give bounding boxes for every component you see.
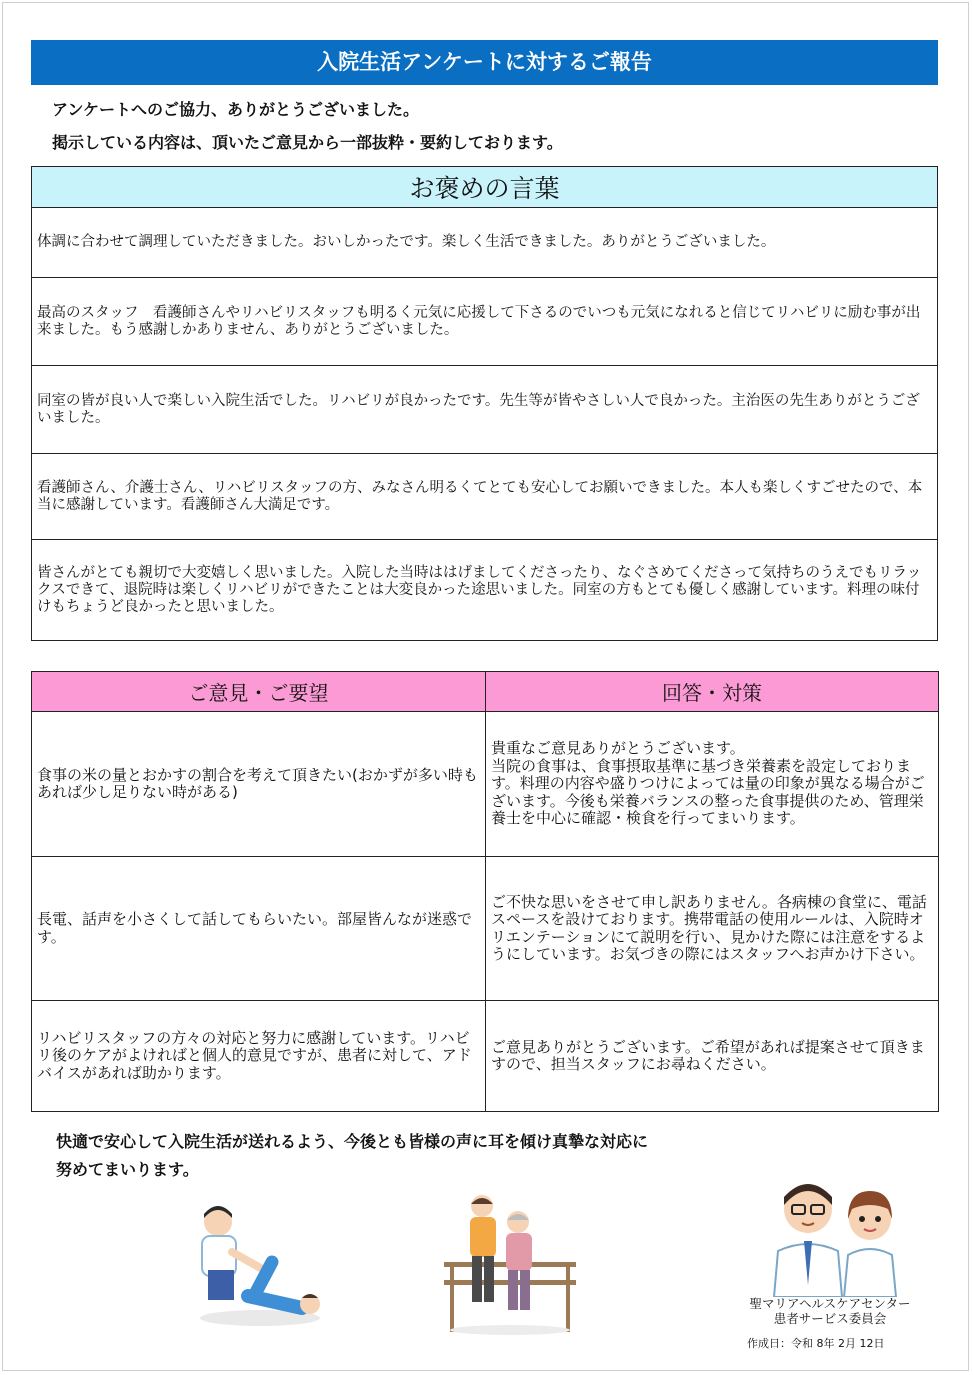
created-date: 作成日：令和 8年 2月 12日 xyxy=(747,1337,885,1350)
requests-table xyxy=(31,671,939,1112)
organization-line: 患者サービス委員会 xyxy=(773,1311,887,1326)
intro-note: 掲示している内容は、頂いたご意見から一部抜粋・要約しております。 xyxy=(52,133,563,152)
praise-header: お褒めの言葉 xyxy=(32,167,938,208)
request-cell: 長電、話声を小さくして話してもらいたい。部屋皆んなが迷惑です。 xyxy=(32,857,486,1001)
organization-line: 聖マリアヘルスケアセンター xyxy=(749,1296,911,1311)
answer-cell: ご意見ありがとうございます。ご希望があれば提案させて頂きますので、担当スタッフにお尋ねください。 xyxy=(486,1001,939,1112)
praise-row: 看護師さん、介護士さん、リハビリスタッフの方、みなさん明るくてとても安心してお願いできました。本人も楽しくすごせたので、本当に感謝しています。看護師さん大満足です。 xyxy=(32,454,938,540)
request-cell: 食事の米の量とおかすの割合を考えて頂きたい(おかずが多い時もあれば少し足りない時がある) xyxy=(32,712,486,857)
rehab-therapist-icon xyxy=(172,1200,322,1330)
praise-table xyxy=(31,166,938,641)
requests-header: ご意見・ご要望 xyxy=(32,672,486,712)
praise-row: 同室の皆が良い人で楽しい入院生活でした。リハビリが良かったです。先生等が皆やさしい人で良かった。主治医の先生ありがとうございました。 xyxy=(32,366,938,454)
walking-rehab-icon xyxy=(440,1192,580,1337)
page-title: 入院生活アンケートに対するご報告 xyxy=(31,40,938,85)
answer-cell: 貴重なご意見ありがとうございます。 当院の食事は、食事摂取基準に基づき栄養素を設定しております。料理の内容や盛りつけによっては量の印象が異なる場合がございます。今後も栄養バランスの整った食事提供のため、管理栄養士を中心に確認・検食を行ってまいります。 xyxy=(486,712,939,857)
request-cell: リハビリスタッフの方々の対応と努力に感謝しています。リハビリ後のケアがよければと個人的意見ですが、患者に対して、アドバイスがあれば助かります。 xyxy=(32,1001,486,1112)
closing-line: 快適で安心して入院生活が送れるよう、今後とも皆様の声に耳を傾け真摯な対応に xyxy=(56,1132,649,1151)
closing-line: 努めてまいります。 xyxy=(56,1160,199,1179)
closing-message xyxy=(56,1128,648,1184)
doctor-nurse-icon xyxy=(768,1175,908,1297)
praise-row: 体調に合わせて調理していただきました。おいしかったです。楽しく生活できました。ありがとうございました。 xyxy=(32,208,938,278)
praise-row: 最高のスタッフ 看護師さんやリハビリスタッフも明るく元気に応援して下さるのでいつも元気になれると信じてリハビリに励む事が出来ました。もう感謝しかありません、ありがとうございました。 xyxy=(32,278,938,366)
answers-header: 回答・対策 xyxy=(486,672,939,712)
praise-row: 皆さんがとても親切で大変嬉しく思いました。入院した当時ははげましてくださったり、なぐさめてくださって気持ちのうえでもリラックスできて、退院時は楽しくリハビリができたことは大変良かった途思いました。同室の方もとても優しく感謝しています。料理の味付けもちょうど良かったと思いました。 xyxy=(32,540,938,641)
answer-cell: ご不快な思いをさせて申し訳ありません。各病棟の食堂に、電話スペースを設けております。携帯電話の使用ルールは、入院時オリエンテーションにて説明を行い、見かけた際には注意をするようにしています。お気づきの際にはスタッフへお声かけ下さい。 xyxy=(486,857,939,1001)
intro-thanks: アンケートへのご協力、ありがとうございました。 xyxy=(52,100,420,119)
organization-name xyxy=(745,1296,915,1326)
